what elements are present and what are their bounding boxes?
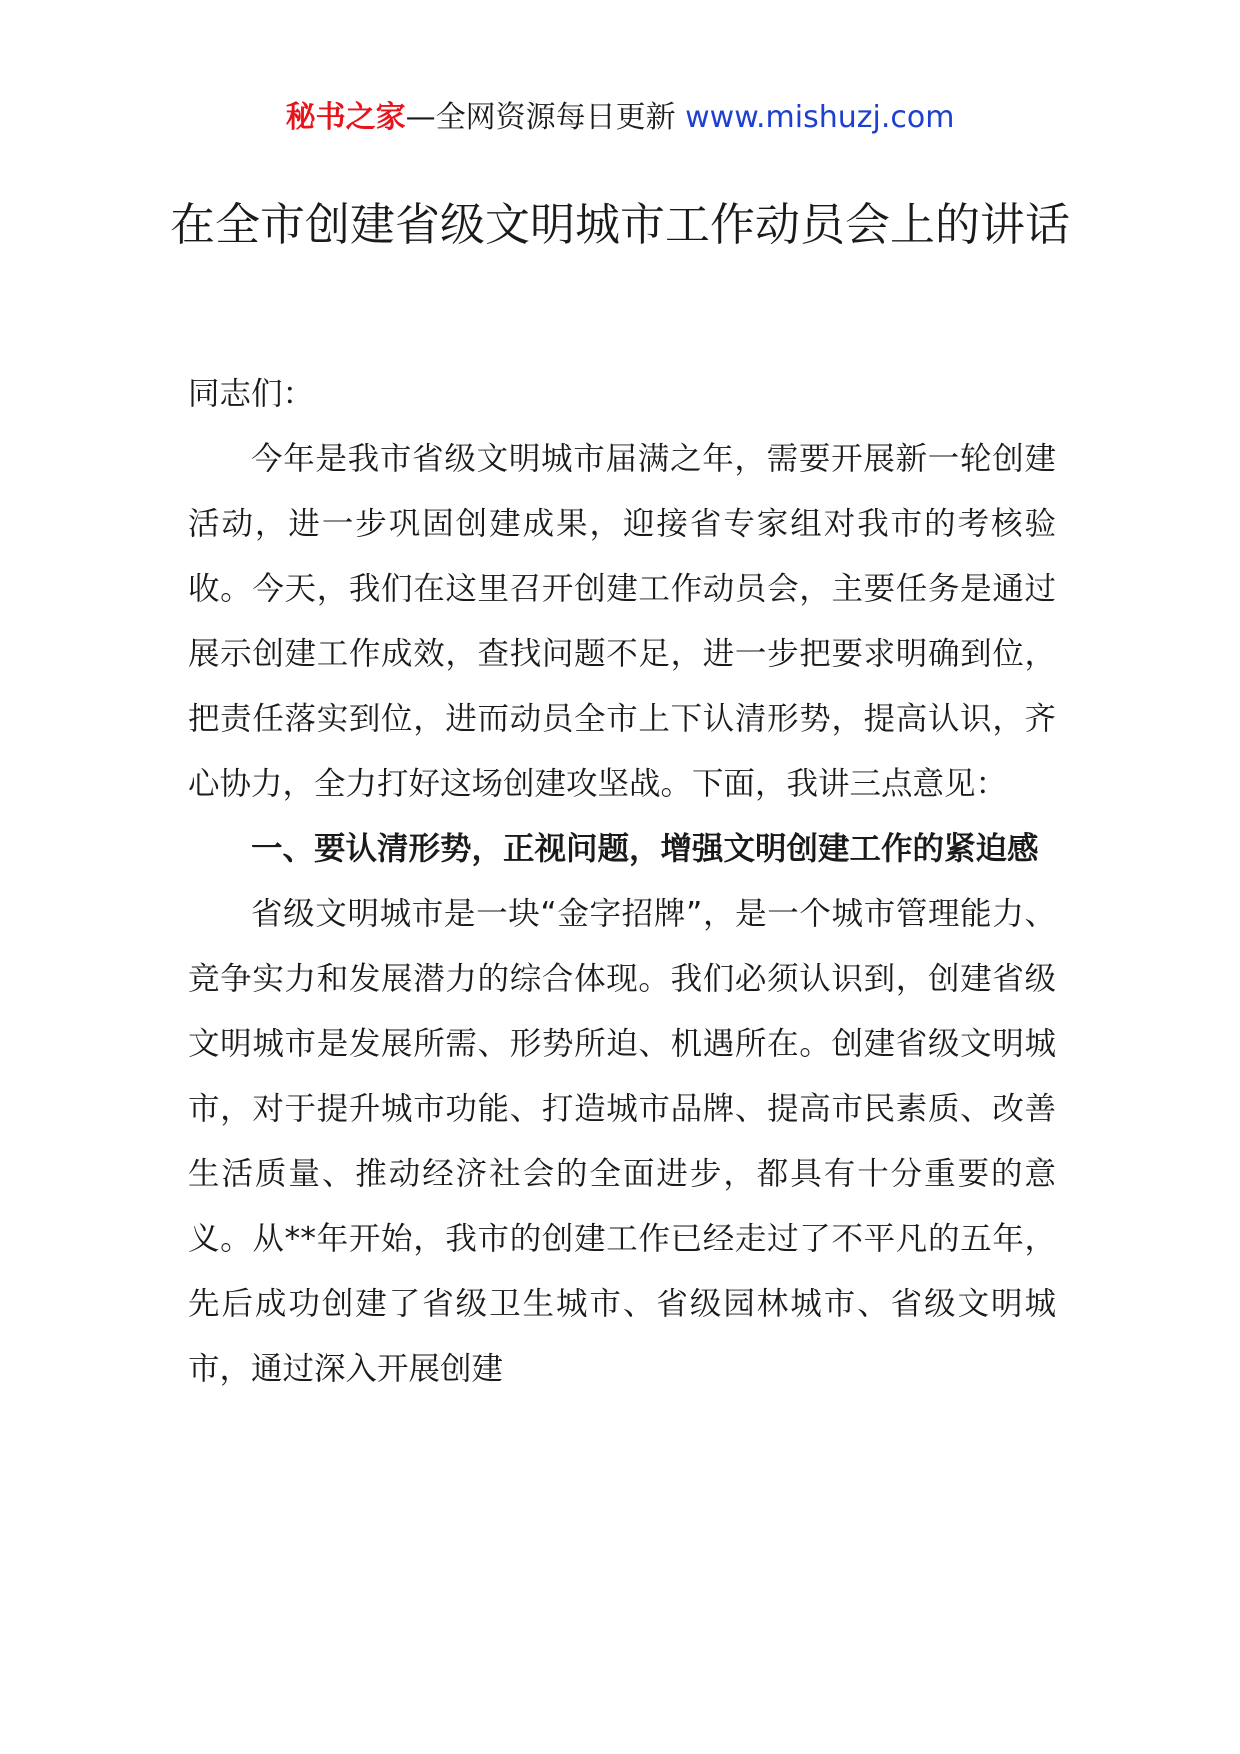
site-banner bbox=[0, 98, 1240, 138]
section-heading-1: 一、要认清形势，正视问题，增强文明创建工作的紧迫感 bbox=[251, 831, 1039, 867]
document-title: 在全市创建省级文明城市工作动员会上的讲话 bbox=[169, 198, 1070, 251]
paragraph-section-1: 省级文明城市是一块“金字招牌”，是一个城市管理能力、竞争实力和发展潜力的综合体现。我们必须认识到，创建省级文明城市是发展所需、形势所迫、机遇所在。创建省级文明城市，对于提升城市功能、打造城市品牌、提高市民素质、改善生活质量、推动经济社会的全面进步，都具有十分重要的意义。从**年开始，我市的创建工作已经走过了不平凡的五年，先后成功创建了省级卫生城市、省级园林城市、省级文明城市，通过深入开展创建 bbox=[188, 896, 1056, 1387]
document-body bbox=[188, 362, 1056, 1402]
paragraph-intro: 今年是我市省级文明城市届满之年，需要开展新一轮创建活动，进一步巩固创建成果，迎接省专家组对我市的考核验收。今天，我们在这里召开创建工作动员会，主要任务是通过展示创建工作成效，查找问题不足，进一步把要求明确到位，把责任落实到位，进而动员全市上下认清形势，提高认识，齐心协力，全力打好这场创建攻坚战。下面，我讲三点意见： bbox=[188, 441, 1056, 802]
brand-name: 秘书之家 bbox=[285, 100, 406, 135]
salutation: 同志们： bbox=[188, 376, 315, 412]
site-url[interactable]: www.mishuzj.com bbox=[685, 100, 955, 135]
banner-tagline: —全网资源每日更新 bbox=[405, 100, 686, 135]
